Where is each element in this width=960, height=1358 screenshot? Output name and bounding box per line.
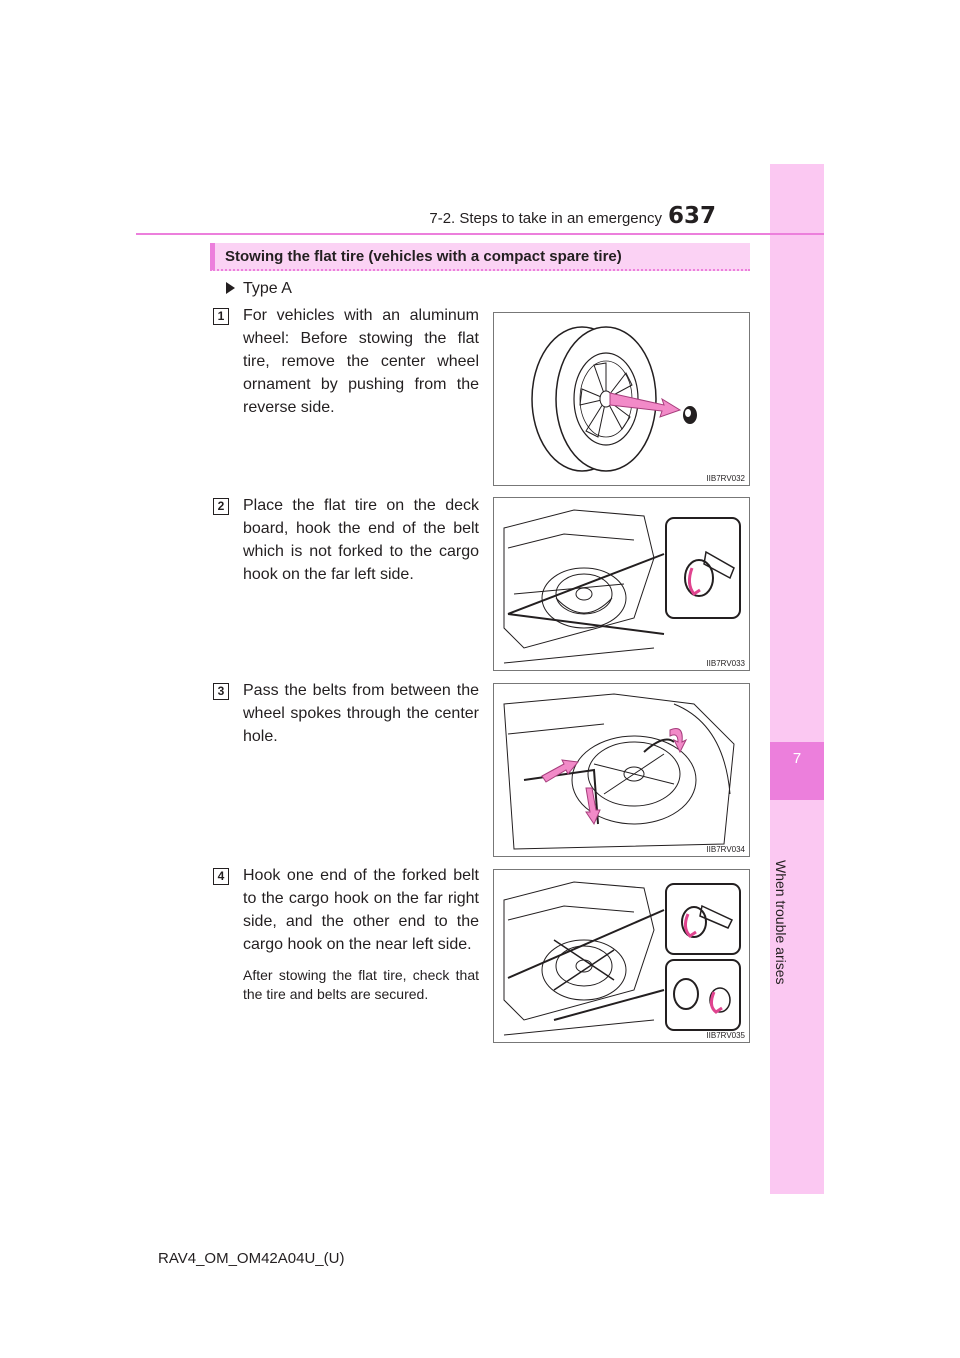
chapter-title: When trouble arises (773, 860, 789, 985)
step-2-text: Place the flat tire on the deck board, hook the end of the belt which is not forked to the cargo hook on the far left side. (243, 497, 479, 583)
figure-forked-belt-hooks (493, 869, 750, 1043)
figure-belts-through-hole (493, 683, 750, 857)
header-rule (136, 233, 824, 235)
figure-code: IIB7RV034 (706, 845, 745, 854)
step-4-note: After stowing the flat tire, check that the tire and belts are secured. (243, 967, 479, 1002)
step-4-text: Hook one end of the forked belt to the cargo hook on the far right side, and the other end to the cargo hook on the near left side. (243, 867, 479, 953)
page-number: 637 (668, 203, 717, 229)
type-label-line (226, 280, 292, 298)
step-4-badge: 4 (213, 868, 229, 885)
belts-through-hole-illustration (494, 684, 749, 856)
step-1-badge: 1 (213, 308, 229, 325)
figure-code: IIB7RV035 (706, 1031, 745, 1040)
figure-far-left-hook (493, 497, 750, 671)
page-title: Stowing the flat tire (vehicles with a compact spare tire) (225, 248, 622, 265)
step-4-block (243, 864, 479, 1004)
figure-code: IIB7RV033 (706, 659, 745, 668)
chapter-side-tab (770, 164, 824, 1194)
section-header: 7-2. Steps to take in an emergency (429, 210, 662, 227)
step-1-text: For vehicles with an aluminum wheel: Before stowing the flat tire, remove the center wheel ornament by pushing from the reverse side. (243, 307, 479, 416)
step-3-badge: 3 (213, 683, 229, 700)
figure-wheel-ornament (493, 312, 750, 486)
step-2-badge: 2 (213, 498, 229, 515)
title-bar (210, 243, 750, 271)
cargo-hook-left-illustration (494, 498, 749, 670)
wheel-ornament-illustration (494, 313, 749, 485)
type-label: Type A (243, 280, 292, 297)
document-code: RAV4_OM_OM42A04U_(U) (158, 1250, 345, 1267)
forked-belt-hooks-illustration (494, 870, 749, 1042)
chapter-number: 7 (792, 750, 802, 767)
triangle-bullet-icon (226, 282, 235, 294)
figure-code: IIB7RV032 (706, 474, 745, 483)
step-3-text: Pass the belts from between the wheel spokes through the center hole. (243, 682, 479, 745)
